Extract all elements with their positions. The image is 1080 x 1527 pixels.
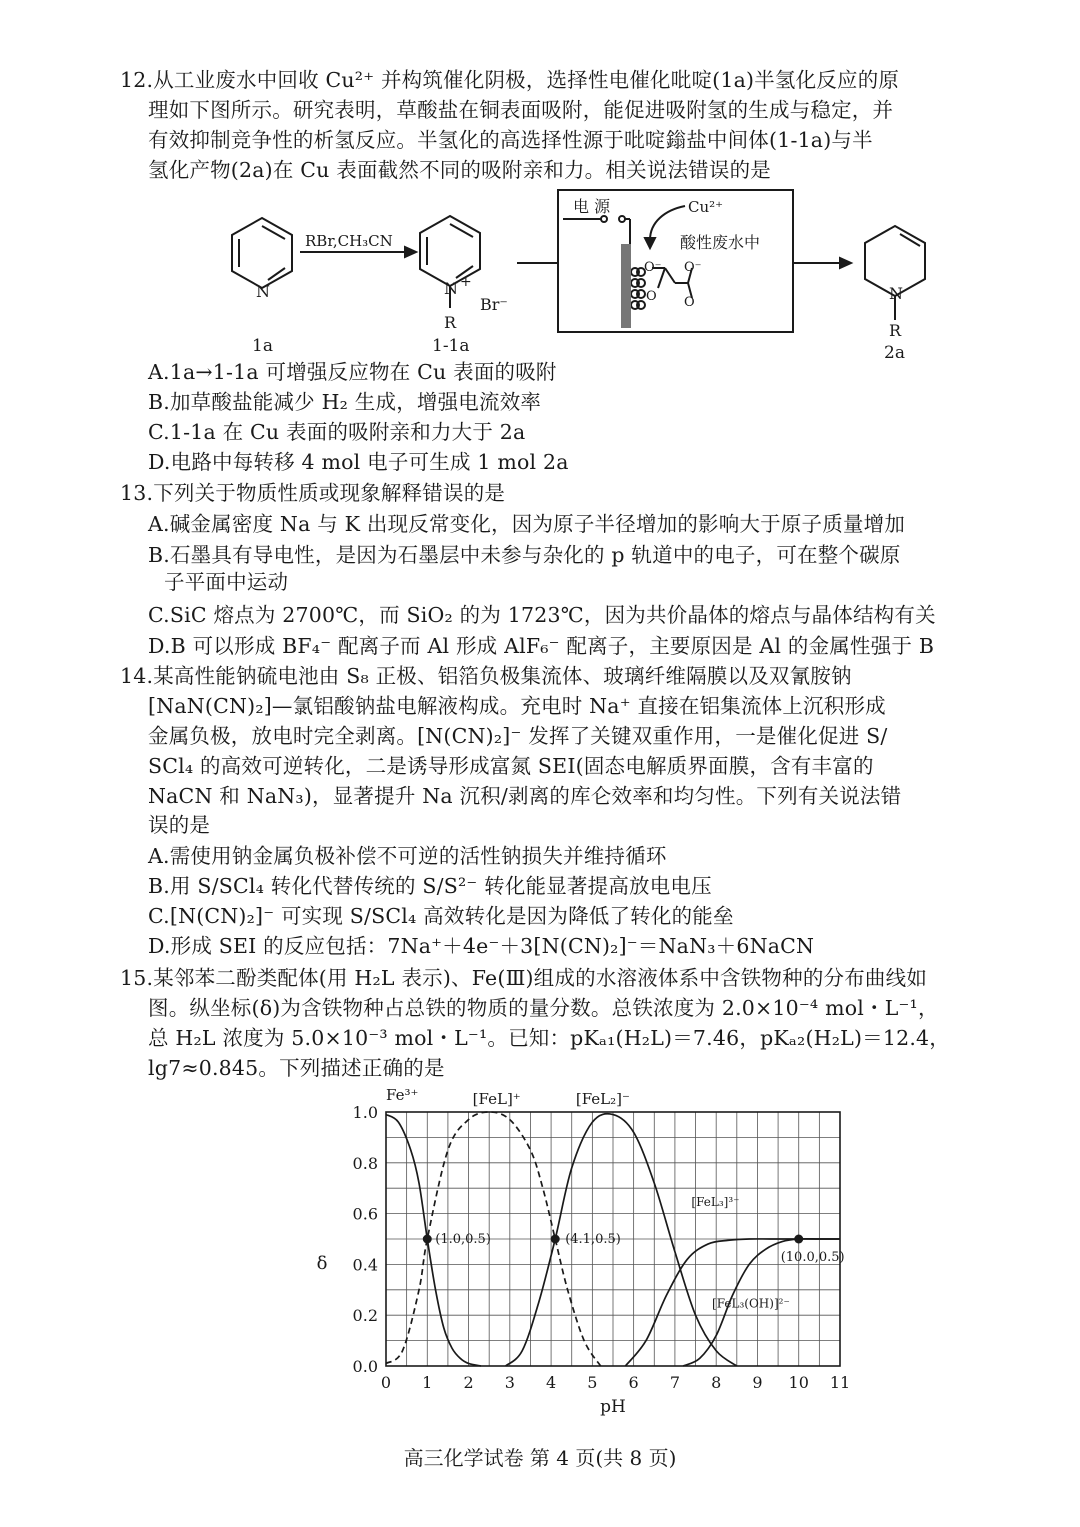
x-tick-label: 3: [504, 1373, 515, 1392]
y-tick-labels: [353, 1103, 378, 1376]
o-minus-1: O⁻: [644, 260, 662, 275]
y-tick-label: 0.4: [352, 1255, 378, 1275]
power-label: 电 源: [573, 197, 611, 216]
q13-option-b-1: B.石墨具有导电性，是因为石墨层中未参与杂化的 p 轨道中的电子，可在整个碳原: [148, 543, 901, 567]
q12-line-3: 有效抑制竞争性的析氢反应。半氢化的高选择性源于吡啶鎓盐中间体(1-1a)与半: [148, 128, 873, 152]
x-tick-label: 11: [829, 1373, 851, 1392]
r-group-11a: R: [444, 313, 457, 332]
y-axis-label: δ: [316, 1253, 328, 1274]
bromide-label: Br⁻: [480, 295, 508, 314]
label-1a: 1a: [252, 336, 273, 356]
q13-option-c: C.SiC 熔点为 2700℃，而 SiO₂ 的为 1723℃，因为共价晶体的熔点与晶体结构有关: [148, 603, 936, 627]
q15-line-2: 图。纵坐标(δ)为含铁物种占总铁的物质的量分数。总铁浓度为 2.0×10⁻⁴ mol・L⁻¹，: [148, 996, 939, 1020]
cu-electrode: [621, 244, 631, 328]
waste-label: 酸性废水中: [680, 233, 761, 252]
x-tick-label: 1: [422, 1373, 433, 1392]
annotation-dot: [423, 1235, 432, 1244]
y-tick-label: 0.2: [352, 1306, 378, 1326]
o-atom-2: O: [684, 295, 695, 310]
label-2a: 2a: [884, 343, 905, 363]
x-tick-label: 6: [628, 1373, 639, 1392]
q14-line-3: 金属负极，放电时完全剥离。[N(CN)₂]⁻ 发挥了关键双重作用，一是催化促进 S/: [148, 724, 888, 748]
y-tick-label: 0.8: [352, 1153, 378, 1173]
x-tick-label: 4: [545, 1373, 557, 1392]
distribution-chart: [300, 1080, 880, 1420]
q13-option-a: A.碱金属密度 Na 与 K 出现反常变化，因为原子半径增加的影响大于原子质量增加: [148, 512, 906, 536]
q12-line-1: 12.从工业废水中回收 Cu²⁺ 并构筑催化阴极，选择性电催化吡啶(1a)半氢化反应的原: [120, 68, 900, 92]
o-atom-1: O: [646, 289, 657, 304]
x-axis-label: pH: [600, 1397, 626, 1417]
q14-line-2: [NaN(CN)₂]—氯铝酸钠盐电解液构成。充电时 Na⁺ 直接在铝集流体上沉积形成: [148, 694, 886, 718]
annotation-dot: [551, 1235, 560, 1244]
legend-fel3oh: [FeL₃(OH)]²⁻: [712, 1296, 790, 1311]
q13-option-d: D.B 可以形成 BF₄⁻ 配离子而 Al 形成 AlF₆⁻ 配离子，主要原因是 Al 的金属性强于 B: [148, 634, 935, 658]
q12-option-b: B.加草酸盐能减少 H₂ 生成，增强电流效率: [148, 390, 542, 414]
annotation-label: (10.0,0.5): [780, 1250, 845, 1265]
y-tick-label: 1.0: [352, 1103, 378, 1122]
q12-line-4: 氢化产物(2a)在 Cu 表面截然不同的吸附亲和力。相关说法错误的是: [148, 158, 771, 182]
label-1-1a: 1-1a: [432, 336, 470, 356]
x-tick-label: 5: [587, 1373, 598, 1392]
reaction-scheme: [180, 188, 960, 366]
r-group-2a: R: [889, 321, 902, 340]
x-tick-label: 0: [380, 1373, 392, 1392]
pyridine-ring: [232, 218, 292, 288]
x-tick-labels: [381, 1373, 850, 1392]
q14-line-4: SCl₄ 的高效可逆转化，二是诱导形成富氮 SEI(固态电解质界面膜，含有丰富的: [148, 754, 874, 778]
q14-option-a: A.需使用钠金属负极补偿不可逆的活性钠损失并维持循环: [148, 844, 667, 868]
q13-stem: 13.下列关于物质性质或现象解释错误的是: [120, 481, 506, 505]
legend-fe3: Fe³⁺: [386, 1086, 419, 1104]
x-tick-label: 9: [752, 1373, 763, 1392]
annotation-dot: [794, 1235, 803, 1244]
y-tick-label: 0.0: [352, 1357, 378, 1376]
x-tick-label: 7: [669, 1373, 681, 1392]
annotation-label: (4.1,0.5): [565, 1232, 621, 1247]
q12-option-c: C.1-1a 在 Cu 表面的吸附亲和力大于 2a: [148, 420, 526, 444]
page-footer: 高三化学试卷 第 4 页(共 8 页): [403, 1446, 677, 1470]
q14-option-d: D.形成 SEI 的反应包括：7Na⁺＋4e⁻＋3[N(CN)₂]⁻＝NaN₃＋6NaCN: [148, 934, 815, 958]
q14-line-1: 14.某高性能钠硫电池由 S₈ 正极、铝箔负极集流体、玻璃纤维隔膜以及双氰胺钠: [120, 664, 852, 688]
q15-line-1: 15.某邻苯二酚类配体(用 H₂L 表示)、Fe(Ⅲ)组成的水溶液体系中含铁物种的分布曲线如: [120, 966, 928, 990]
q14-option-c: C.[N(CN)₂]⁻ 可实现 S/SCl₄ 高效转化是因为降低了转化的能垒: [148, 904, 734, 928]
q14-line-5: NaCN 和 NaN₃)，显著提升 Na 沉积/剥离的库仑效率和均匀性。下列有关说法错: [148, 784, 902, 808]
q13-option-b-2: 子平面中运动: [164, 570, 289, 594]
q15-line-3: 总 H₂L 浓度为 5.0×10⁻³ mol・L⁻¹。已知：pKₐ₁(H₂L)＝7.46，pKₐ₂(H₂L)＝12.4，: [148, 1026, 950, 1050]
q14-line-6: 误的是: [148, 813, 211, 837]
plus-sign: +: [460, 274, 472, 290]
x-tick-label: 10: [788, 1373, 809, 1392]
legend-fel2: [FeL₂]⁻: [575, 1090, 630, 1108]
q14-option-b: B.用 S/SCl₄ 转化代替传统的 S/S²⁻ 转化能显著提高放电电压: [148, 874, 712, 898]
n-atom-2a: N: [889, 284, 903, 303]
q12-option-d: D.电路中每转移 4 mol 电子可生成 1 mol 2a: [148, 450, 569, 474]
legend-fel: [FeL]⁺: [472, 1090, 521, 1108]
n-atom-11a: N: [444, 279, 458, 298]
annotation-label: (1.0,0.5): [435, 1232, 491, 1247]
q12-option-a: A.1a→1-1a 可增强反应物在 Cu 表面的吸附: [148, 360, 557, 384]
x-tick-label: 2: [463, 1373, 474, 1392]
q12-line-2: 理如下图所示。研究表明，草酸盐在铜表面吸附，能促进吸附氢的生成与稳定，并: [148, 98, 894, 122]
n-atom-1a: N: [256, 282, 270, 301]
cu-ion-label: Cu²⁺: [688, 198, 724, 216]
o-minus-2: O⁻: [684, 260, 702, 275]
q15-line-4: lg7≈0.845。下列描述正确的是: [148, 1056, 445, 1080]
series-line-2: [506, 1114, 740, 1366]
legend-fel3: [FeL₃]³⁻: [691, 1194, 740, 1209]
x-tick-label: 8: [711, 1373, 722, 1392]
reagent-label: RBr,CH₃CN: [305, 232, 393, 250]
y-tick-label: 0.6: [352, 1204, 378, 1224]
